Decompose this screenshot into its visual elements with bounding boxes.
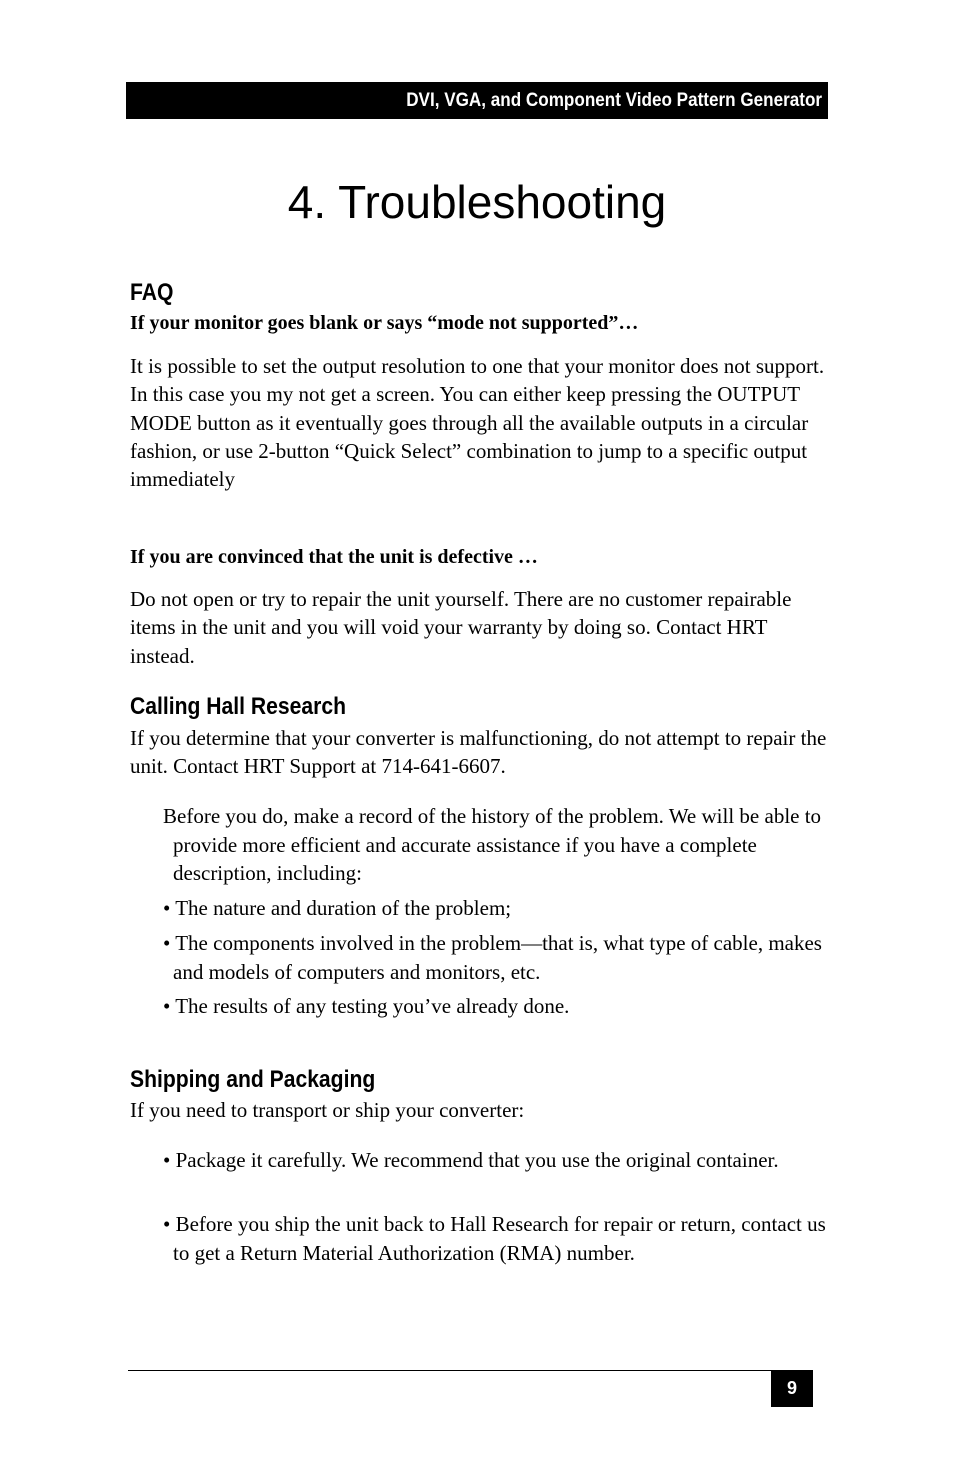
running-header-title: DVI, VGA, and Component Video Pattern Generator [406,90,822,111]
page-number: 9 [771,1370,813,1407]
calling-heading [130,692,375,722]
calling-bullet-1: • The nature and duration of the problem; [163,896,512,920]
footer-rule [128,1370,812,1371]
faq-answer-1: It is possible to set the output resolution to one that your monitor does not support. In this case you my not get a screen. You can either keep pressing the OUTPUT MODE button as it eventually goes through all the available outputs in a circular fashion, or use 2-button “Quick Select” combination to jump to a specific output immediately [130,354,825,492]
faq-question-2: If you are convinced that the unit is defective … [130,546,538,568]
faq-question-1: If your monitor goes blank or says “mode not supported”… [130,312,639,334]
calling-before-paragraph: Before you do, make a record of the history of the problem. We will be able to provide more efficient and accurate assistance if you have a complete description, including: [163,804,822,885]
calling-bullet-3: • The results of any testing you’ve already done. [163,994,570,1018]
calling-bullet-2: • The components involved in the problem—that is, what type of cable, makes and models of computers and monitors, etc. [163,931,822,984]
shipping-bullet-1: • Package it carefully. We recommend that you use the original container. [163,1148,779,1172]
faq-answer-2: Do not open or try to repair the unit yourself. There are no customer repairable items in the unit and you will void your warranty by doing so. Contact HRT instead. [130,587,792,668]
shipping-heading [130,1065,409,1095]
shipping-bullet-2: • Before you ship the unit back to Hall Research for repair or return, contact us to get a Return Material Authorization (RMA) number. [163,1212,826,1265]
shipping-heading-text: Shipping and Packaging [130,1066,376,1093]
chapter-title: 4. Troubleshooting [287,176,667,228]
calling-heading-text: Calling Hall Research [130,693,346,720]
faq-heading [130,278,179,308]
shipping-intro: If you need to transport or ship your converter: [130,1098,525,1122]
running-header [126,82,828,119]
calling-intro: If you determine that your converter is malfunctioning, do not attempt to repair the unit. Contact HRT Support at 714-641-6607. [130,726,827,779]
faq-heading-text: FAQ [130,279,174,306]
